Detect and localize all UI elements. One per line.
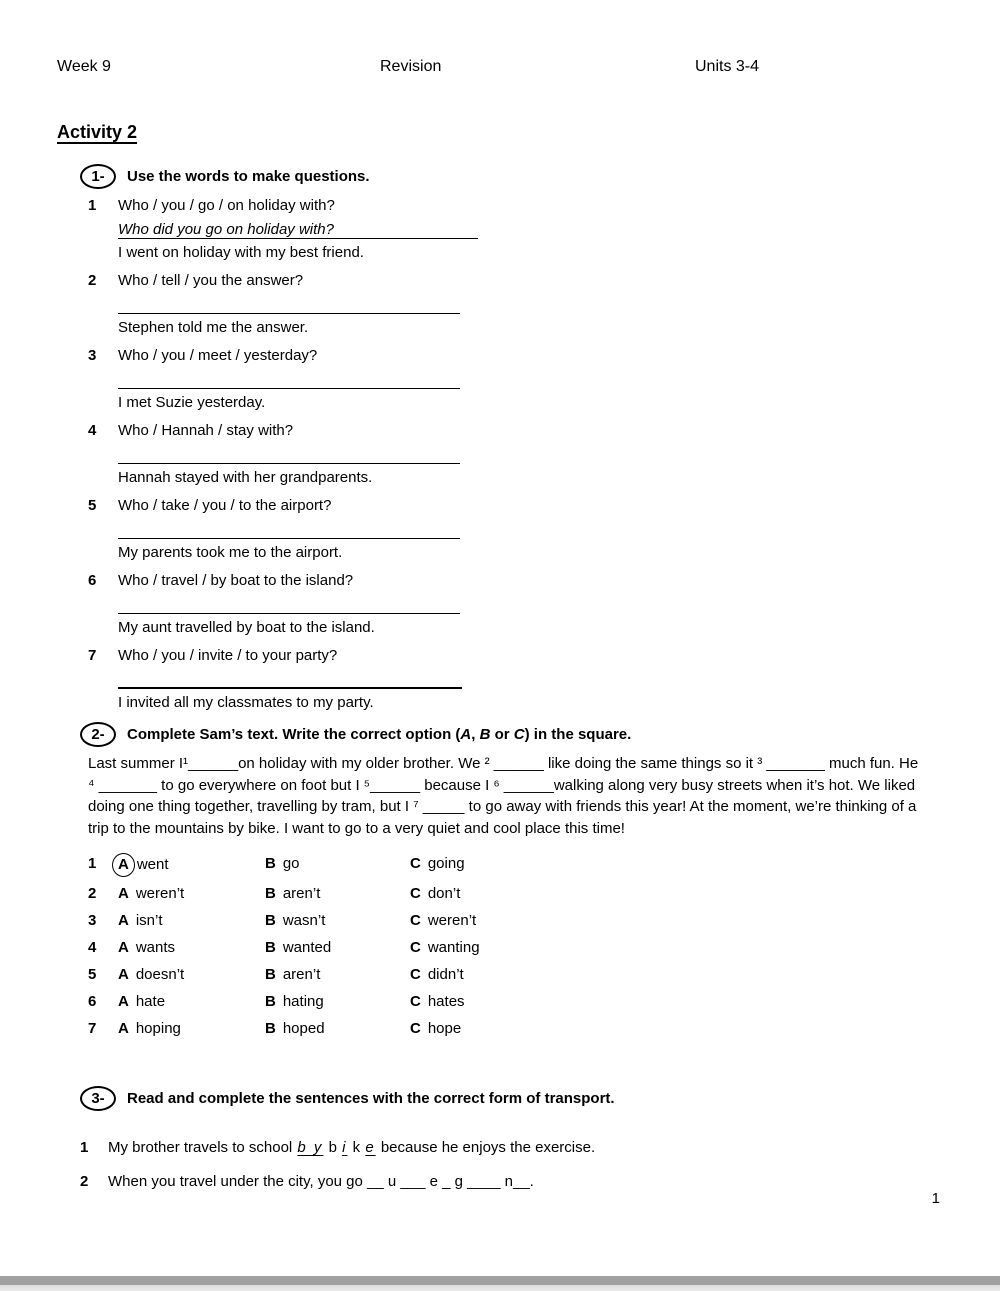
option-a[interactable] bbox=[118, 991, 265, 1012]
option-a[interactable] bbox=[118, 853, 265, 877]
option-word: weren’t bbox=[427, 912, 477, 929]
option-letter: C bbox=[410, 939, 421, 956]
sentence-text: b bbox=[328, 1139, 337, 1156]
sentence-text: because he enjoys the exercise. bbox=[380, 1139, 596, 1156]
question-list bbox=[80, 195, 740, 713]
option-row-number: 3 bbox=[88, 912, 97, 929]
option-row-number: 7 bbox=[88, 1020, 97, 1037]
option-row-number: 1 bbox=[88, 855, 97, 872]
option-c[interactable] bbox=[410, 991, 942, 1012]
option-letter: A bbox=[118, 912, 129, 929]
question-body bbox=[118, 270, 740, 338]
option-c[interactable] bbox=[410, 883, 942, 904]
page-number: 1 bbox=[931, 1190, 940, 1207]
question-number: 5 bbox=[88, 497, 97, 514]
question-response: I met Suzie yesterday. bbox=[118, 394, 266, 411]
exercise-1-instruction: Use the words to make questions. bbox=[127, 168, 370, 185]
option-word: hate bbox=[135, 993, 166, 1010]
page-bottom-edge bbox=[0, 1269, 1000, 1291]
answer-line[interactable] bbox=[118, 441, 460, 464]
transport-item-1 bbox=[80, 1137, 960, 1159]
question-response: I went on holiday with my best friend. bbox=[118, 244, 364, 261]
option-c[interactable] bbox=[410, 910, 942, 931]
option-row-6 bbox=[88, 991, 942, 1012]
exercise-1 bbox=[80, 164, 740, 720]
option-letter: A bbox=[118, 993, 129, 1010]
header-week: Week 9 bbox=[57, 58, 111, 75]
option-row-5 bbox=[88, 964, 942, 985]
option-word: aren’t bbox=[282, 885, 321, 902]
option-word: went bbox=[136, 856, 169, 873]
option-row-1 bbox=[88, 853, 942, 877]
exercise-3-instruction: Read and complete the sentences with the correct form of transport. bbox=[127, 1090, 615, 1107]
option-letter: B bbox=[265, 855, 276, 872]
question-number: 7 bbox=[88, 647, 97, 664]
question-item-7 bbox=[88, 645, 740, 713]
instruction-separator: or bbox=[490, 726, 514, 743]
sentence-body bbox=[108, 1137, 960, 1159]
option-b[interactable] bbox=[265, 853, 410, 877]
question-number: 2 bbox=[88, 272, 97, 289]
exercise-3-header bbox=[80, 1086, 960, 1111]
option-a[interactable] bbox=[118, 937, 265, 958]
option-letter: A bbox=[118, 939, 129, 956]
option-word: wanted bbox=[282, 939, 332, 956]
question-body bbox=[118, 420, 740, 488]
option-word: didn’t bbox=[427, 966, 464, 983]
question-number: 3 bbox=[88, 347, 97, 364]
option-letter: B bbox=[265, 885, 276, 902]
question-prompt: Who / Hannah / stay with? bbox=[118, 422, 294, 439]
question-prompt: Who / you / meet / yesterday? bbox=[118, 347, 318, 364]
question-number: 4 bbox=[88, 422, 97, 439]
option-row-number: 4 bbox=[88, 939, 97, 956]
transport-item-2 bbox=[80, 1171, 960, 1193]
option-b[interactable] bbox=[265, 910, 410, 931]
option-letter: C bbox=[410, 966, 421, 983]
exercise-2-header bbox=[80, 722, 942, 747]
option-word: go bbox=[282, 855, 300, 872]
option-word: wasn’t bbox=[282, 912, 326, 929]
option-word: hope bbox=[427, 1020, 462, 1037]
option-word: weren’t bbox=[135, 885, 185, 902]
sentence-text: When you travel under the city, you go __ u ___ e _ g ____ n__. bbox=[108, 1173, 534, 1190]
option-word: doesn’t bbox=[135, 966, 185, 983]
instruction-text: Complete Sam’s text. Write the correct option ( bbox=[127, 726, 461, 743]
option-word: hates bbox=[427, 993, 465, 1010]
option-letter: C bbox=[410, 855, 421, 872]
question-body bbox=[118, 195, 740, 263]
sentence-text: My brother travels to school bbox=[108, 1139, 293, 1156]
sentence-number: 1 bbox=[80, 1139, 89, 1156]
question-response: My aunt travelled by boat to the island. bbox=[118, 619, 375, 636]
option-a[interactable] bbox=[118, 883, 265, 904]
question-number: 1 bbox=[88, 197, 97, 214]
option-c[interactable] bbox=[410, 853, 942, 877]
answer-line[interactable] bbox=[118, 291, 460, 314]
option-letter: B bbox=[265, 993, 276, 1010]
option-letter: B bbox=[265, 1020, 276, 1037]
written-answer: Who did you go on holiday with? bbox=[118, 221, 334, 238]
question-number: 6 bbox=[88, 572, 97, 589]
question-body bbox=[118, 570, 740, 638]
question-item-4 bbox=[88, 420, 740, 488]
option-a[interactable] bbox=[118, 1018, 265, 1039]
header-units: Units 3-4 bbox=[695, 58, 760, 75]
exercise-3-number-badge: 3- bbox=[80, 1086, 116, 1111]
option-letter-a: A bbox=[460, 726, 472, 743]
question-item-1 bbox=[88, 195, 740, 263]
option-letter: A bbox=[118, 966, 129, 983]
option-letter: C bbox=[410, 885, 421, 902]
question-item-5 bbox=[88, 495, 740, 563]
page-title: Activity 2 bbox=[57, 122, 138, 142]
answer-line[interactable] bbox=[118, 366, 460, 389]
question-prompt: Who / you / invite / to your party? bbox=[118, 647, 338, 664]
option-word: wanting bbox=[427, 939, 480, 956]
option-row-number: 6 bbox=[88, 993, 97, 1010]
option-row-2 bbox=[88, 883, 942, 904]
option-row-4 bbox=[88, 937, 942, 958]
option-letter: C bbox=[410, 912, 421, 929]
option-letter: C bbox=[410, 1020, 421, 1037]
exercise-3 bbox=[80, 1086, 960, 1193]
option-word: don’t bbox=[427, 885, 461, 902]
option-b[interactable] bbox=[265, 1018, 410, 1039]
options-table bbox=[80, 853, 942, 1039]
question-response: I invited all my classmates to my party. bbox=[118, 694, 374, 711]
sentence-text: k bbox=[352, 1139, 361, 1156]
question-response: Hannah stayed with her grandparents. bbox=[118, 469, 373, 486]
option-word: wants bbox=[135, 939, 176, 956]
option-row-number: 2 bbox=[88, 885, 97, 902]
question-response: Stephen told me the answer. bbox=[118, 319, 309, 336]
header-title: Revision bbox=[380, 58, 442, 75]
filled-answer[interactable]: i bbox=[342, 1139, 348, 1156]
option-word: going bbox=[427, 855, 465, 872]
question-body bbox=[118, 645, 740, 713]
answer-line[interactable] bbox=[118, 666, 462, 689]
question-item-6 bbox=[88, 570, 740, 638]
option-a[interactable] bbox=[118, 910, 265, 931]
question-response: My parents took me to the airport. bbox=[118, 544, 343, 561]
option-b[interactable] bbox=[265, 937, 410, 958]
option-letter: C bbox=[410, 993, 421, 1010]
question-item-3 bbox=[88, 345, 740, 413]
option-row-3 bbox=[88, 910, 942, 931]
exercise-1-number-badge: 1- bbox=[80, 164, 116, 189]
option-letter: B bbox=[265, 966, 276, 983]
answer-line[interactable] bbox=[118, 516, 460, 539]
option-letter: A bbox=[118, 1020, 129, 1037]
exercise-2-number-badge: 2- bbox=[80, 722, 116, 747]
sentence-number: 2 bbox=[80, 1173, 89, 1190]
exercise-2 bbox=[80, 722, 942, 1045]
answer-line[interactable] bbox=[118, 591, 460, 614]
filled-answer[interactable]: e bbox=[365, 1139, 376, 1156]
option-letter: A bbox=[118, 885, 129, 902]
option-c[interactable] bbox=[410, 964, 942, 985]
option-letter: B bbox=[265, 912, 276, 929]
option-word: hoped bbox=[282, 1020, 325, 1037]
option-b[interactable] bbox=[265, 991, 410, 1012]
question-prompt: Who / travel / by boat to the island? bbox=[118, 572, 354, 589]
question-prompt: Who / you / go / on holiday with? bbox=[118, 197, 335, 214]
option-word: isn’t bbox=[135, 912, 163, 929]
question-prompt: Who / take / you / to the airport? bbox=[118, 497, 332, 514]
cloze-text: Last summer I¹______on holiday with my older brother. We ² ______ like doing the same things so it ³ _______ much fun. He ⁴ _______ to go everywhere on foot but I ⁵______ because I ⁶ ______walking along very busy streets when it’s hot. We liked doing one thing together, travelling by tram, but I ⁷ _____ to go away with friends this year! At the moment, we’re thinking of a trip to the mountains by bike. I want to go to a very quiet and cool place this time! bbox=[88, 755, 919, 837]
option-word: aren’t bbox=[282, 966, 321, 983]
option-b[interactable] bbox=[265, 964, 410, 985]
option-a[interactable] bbox=[118, 964, 265, 985]
option-c[interactable] bbox=[410, 937, 942, 958]
option-word: hoping bbox=[135, 1020, 181, 1037]
question-prompt: Who / tell / you the answer? bbox=[118, 272, 304, 289]
option-letter: B bbox=[265, 939, 276, 956]
exercise-1-header bbox=[80, 164, 740, 189]
option-word: hating bbox=[282, 993, 324, 1010]
answer-line[interactable] bbox=[118, 216, 478, 239]
question-body bbox=[118, 495, 740, 563]
sentence-body[interactable] bbox=[108, 1171, 960, 1193]
option-letter-b: B bbox=[479, 726, 491, 743]
option-letter-c: C bbox=[513, 726, 525, 743]
option-row-7 bbox=[88, 1018, 942, 1039]
question-item-2 bbox=[88, 270, 740, 338]
option-b[interactable] bbox=[265, 883, 410, 904]
instruction-separator: , bbox=[471, 726, 480, 743]
option-c[interactable] bbox=[410, 1018, 942, 1039]
circled-answer-a[interactable]: A bbox=[112, 853, 135, 877]
exercise-2-instruction bbox=[127, 726, 631, 743]
instruction-text: ) in the square. bbox=[524, 726, 632, 743]
option-row-number: 5 bbox=[88, 966, 97, 983]
filled-answer[interactable]: b y bbox=[297, 1139, 324, 1156]
question-body bbox=[118, 345, 740, 413]
